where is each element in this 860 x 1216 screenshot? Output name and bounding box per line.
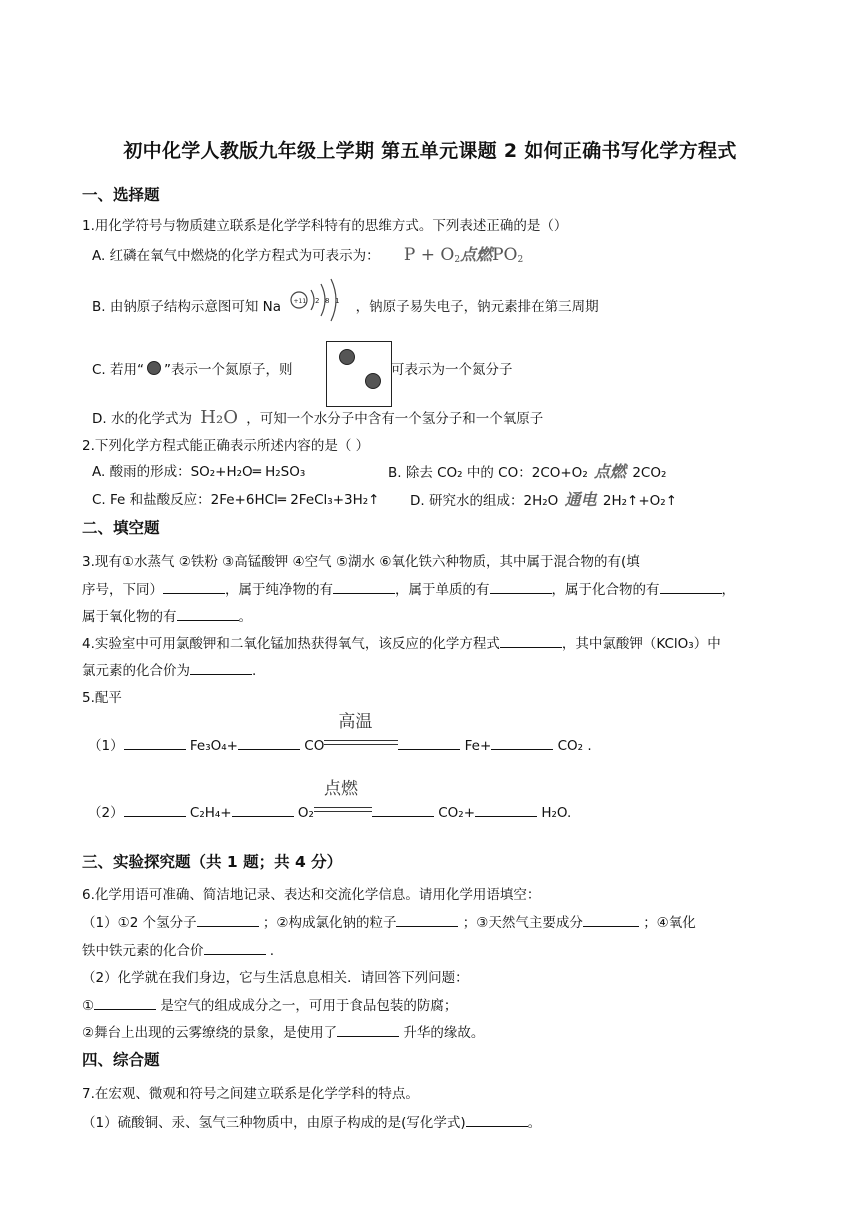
answer-blank[interactable]: [372, 802, 434, 817]
section-heading-experiment: 三、实验探究题（共 1 题；共 4 分）: [82, 853, 343, 871]
ignite-condition: 点燃: [323, 779, 358, 799]
answer-blank[interactable]: [124, 802, 186, 817]
answer-blank[interactable]: [204, 940, 266, 955]
q1-option-a-text: A. 红磷在氧气中燃烧的化学方程式为可表示为：: [92, 248, 380, 264]
q1-option-b-text: B. 由钠原子结构示意图可知 Na: [92, 299, 282, 315]
answer-blank[interactable]: [238, 735, 300, 750]
q1-option-c: [92, 360, 293, 380]
q1-option-a: [92, 245, 523, 266]
answer-blank[interactable]: [500, 633, 562, 648]
q6-line5: ②舞台上出现的云雾缭绕的景象，是使用了 升华的缘故。: [82, 1022, 484, 1043]
burn-condition: 点燃: [594, 462, 627, 481]
answer-blank[interactable]: [163, 579, 225, 594]
answer-blank[interactable]: [94, 995, 156, 1010]
q1-option-d-prefix: D. 水的化学式为: [92, 411, 192, 427]
q2-option-d: D. 研究水的组成：2H₂O 通电 2H₂↑+O₂↑: [410, 490, 677, 509]
q4-line2: 氯元素的化合价为 .: [82, 660, 256, 681]
q1-option-c-suffix: 可表示为一个氮分子: [391, 362, 513, 378]
nitrogen-molecule-box: [326, 341, 392, 407]
q7-line1: （1）硫酸铜、汞、氢气三种物质中，由原子构成的是(写化学式) 。: [82, 1112, 541, 1133]
svg-text:+11: +11: [293, 298, 307, 305]
electrolysis-condition: 通电: [564, 490, 597, 509]
answer-blank[interactable]: [396, 912, 458, 927]
q6-line2: 铁中铁元素的化合价 .: [82, 940, 274, 961]
q2-stem: 2.下列化学方程式能正确表示所述内容的是（ ）: [82, 438, 370, 454]
q2-option-b: B. 除去 CO₂ 中的 CO：2CO+O₂ 点燃 2CO₂: [388, 462, 667, 481]
page-title: 初中化学人教版九年级上学期 第五单元课题 2 如何正确书写化学方程式: [123, 140, 737, 162]
q1-option-b: [92, 292, 599, 322]
section-heading-choice: 一、选择题: [82, 186, 160, 204]
svg-text:8: 8: [325, 297, 330, 305]
answer-blank[interactable]: [124, 735, 186, 750]
nitrogen-atom-icon: [365, 373, 381, 389]
q5-part1: （1） Fe₃O₄+ CO 高温 Fe+ CO₂ .: [88, 712, 592, 754]
answer-blank[interactable]: [337, 1022, 399, 1037]
sodium-atom-diagram-icon: [289, 278, 349, 322]
q1-option-d: [92, 408, 543, 429]
q6-line3: （2）化学就在我们身边，它与生活息息相关．请回答下列问题：: [82, 970, 469, 986]
q1-option-b-suffix: ，钠原子易失电子，钠元素排在第三周期: [355, 299, 599, 315]
q6-line1: （1）①2 个氢分子 ；②构成氯化钠的粒子 ；③天然气主要成分 ；④氧化: [82, 912, 696, 933]
q3-line1: 3.现有①水蒸气 ②铁粉 ③高锰酸钾 ④空气 ⑤湖水 ⑥氧化铁六种物质，其中属于混合物的有(填: [82, 554, 640, 570]
svg-text:2: 2: [315, 297, 320, 305]
q5-stem: 5.配平: [82, 690, 122, 706]
q1-option-c-prefix: C. 若用“: [92, 362, 145, 378]
answer-blank[interactable]: [177, 606, 239, 621]
q3-line3: 属于氧化物的有 。: [82, 606, 252, 627]
q6-stem: 6.化学用语可准确、简洁地记录、表达和交流化学信息。请用化学用语填空：: [82, 887, 541, 903]
nitrogen-atom-icon: [147, 361, 161, 375]
answer-blank[interactable]: [490, 579, 552, 594]
answer-blank[interactable]: [232, 802, 294, 817]
q1-option-c-mid: ”表示一个氮原子，则: [164, 362, 293, 378]
answer-blank[interactable]: [491, 735, 553, 750]
q6-line4: ① 是空气的组成成分之一，可用于食品包装的防腐；: [82, 995, 457, 1016]
q7-stem: 7.在宏观、微观和符号之间建立联系是化学学科的特点。: [82, 1086, 419, 1102]
q1-stem: 1.用化学符号与物质建立联系是化学学科特有的思维方式。下列表述正确的是（）: [82, 218, 568, 234]
answer-blank[interactable]: [190, 660, 252, 675]
nitrogen-atom-icon: [339, 349, 355, 365]
svg-text:1: 1: [335, 297, 340, 305]
q5-part2: （2） C₂H₄+ O₂ 点燃 CO₂+ H₂O.: [88, 779, 572, 821]
q2-option-a: A. 酸雨的形成：SO₂+H₂O═ H₂SO₃: [92, 464, 306, 480]
answer-blank[interactable]: [333, 579, 395, 594]
q1-option-d-suffix: ，可知一个水分子中含有一个氢分子和一个氧原子: [246, 411, 544, 427]
answer-blank[interactable]: [475, 802, 537, 817]
q3-line2: 序号，下同） ，属于纯净物的有 ，属于单质的有 ，属于化合物的有 ，: [82, 579, 735, 600]
high-temp-condition: 高温: [338, 712, 373, 732]
section-heading-fill: 二、填空题: [82, 519, 160, 537]
water-formula: H₂O: [200, 407, 238, 428]
section-heading-comprehensive: 四、综合题: [82, 1051, 160, 1069]
q4-line1: 4.实验室中可用氯酸钾和二氧化锰加热获得氧气，该反应的化学方程式 ，其中氯酸钾（KClO₃）中: [82, 633, 721, 654]
answer-blank[interactable]: [583, 912, 639, 927]
answer-blank[interactable]: [466, 1112, 528, 1127]
answer-blank[interactable]: [660, 579, 722, 594]
high-temp-equals: [324, 712, 398, 750]
ignite-equals: [314, 779, 372, 817]
answer-blank[interactable]: [197, 912, 259, 927]
q2-option-c: C. Fe 和盐酸反应：2Fe+6HCl═ 2FeCl₃+3H₂↑: [92, 492, 380, 508]
q1-option-a-equation: $P + O_2$点燃$PO_2$: [403, 245, 524, 265]
burn-condition: 点燃: [460, 245, 493, 264]
answer-blank[interactable]: [398, 735, 460, 750]
